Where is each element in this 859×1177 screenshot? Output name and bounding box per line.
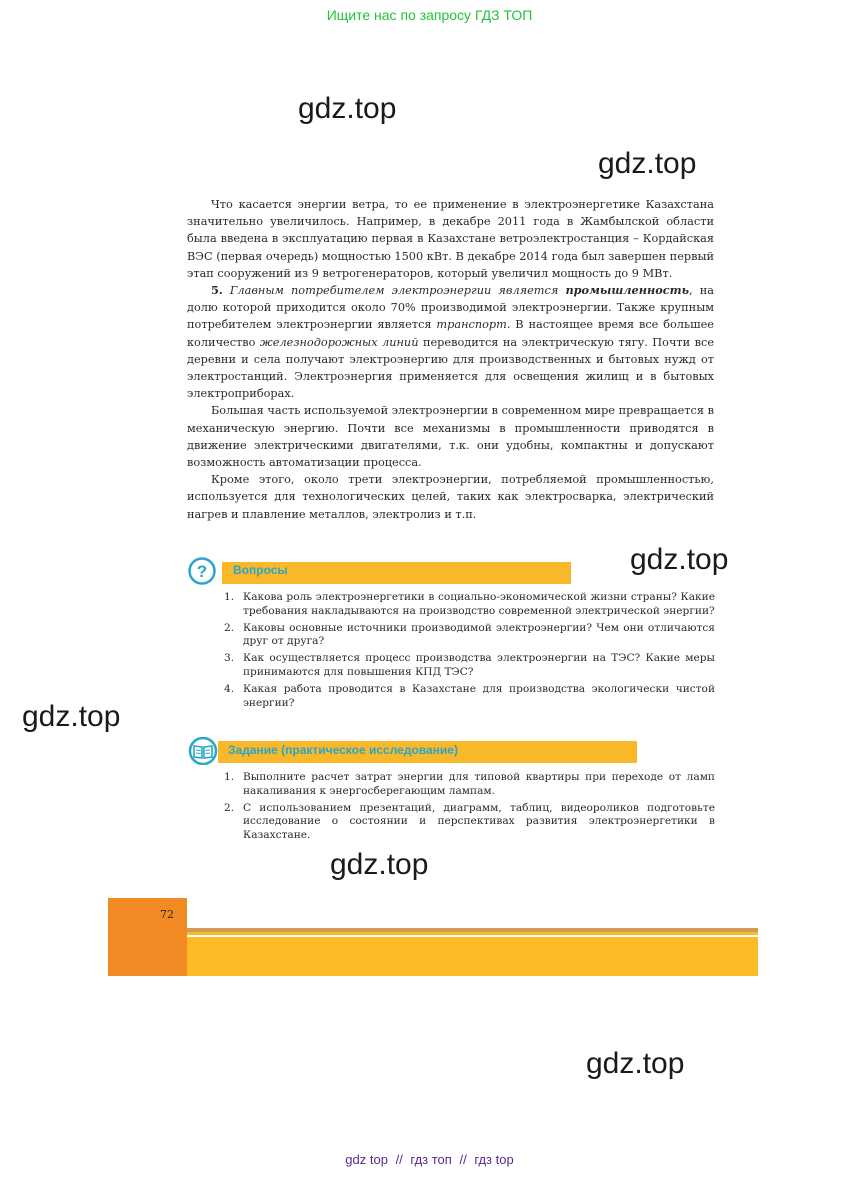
list-item: [224, 591, 715, 619]
item-number: 3.: [224, 652, 235, 665]
paragraph-wind-energy: Что касается энергии ветра, то ее применение в электроэнергетике Казахстана значительно увеличилось. Например, в декабре 2011 года в Жамбылской области была введена в эксплуатацию первая в Казахстане ветроэлектростанция – Кордайская ВЭС (первая очередь) мощностью 1500 кВт. В декабре 2014 года был завершен первый этап сооружений из 9 ветрогенераторов, который увеличил мощность до 9 МВт.: [187, 198, 714, 280]
task-title: Задание (практическое исследование): [228, 743, 458, 757]
item-number: 4.: [224, 682, 235, 695]
svg-text:?: ?: [196, 562, 208, 581]
questions-title: Вопросы: [233, 563, 288, 577]
list-item: [224, 771, 715, 799]
paragraph-mechanical: Большая часть используемой электроэнергии в современном мире превращается в механическую энергию. Почти все механизмы в промышленности приводятся в движение электрическими двигателями, т.к. они удобны, компактны и допускают возможность автоматизации процесса.: [187, 404, 714, 470]
bold-term: промышленность: [565, 283, 690, 298]
item-text: С использованием презентаций, диаграмм, таблиц, видеороликов подготовьте исследование о состоянии и перспективах развития электроэнергетики в Казахстане.: [243, 801, 715, 842]
paragraph-technological: Кроме этого, около трети электроэнергии, потребляемой промышленностью, используется для технологических целей, таких как электросварка, электрический нагрев и плавление металлов, электролиз и т.п.: [187, 473, 714, 521]
question-icon: [188, 557, 216, 585]
italic-phrase: Главным потребителем электроэнергии является: [229, 284, 559, 298]
book-icon: [188, 737, 218, 765]
link-gdz-top-mixed[interactable]: гдз top: [474, 1152, 514, 1167]
text-fragment: переводится на электрическую тягу. Почти все деревни и села получают электроэнергию для производственных и бытовых нужд от электростанций. Электроэнергия применяется для освещения жилищ и в бытовых электроприборах.: [187, 335, 715, 401]
link-gdz-top[interactable]: gdz top: [345, 1152, 388, 1167]
separator: //: [459, 1152, 467, 1167]
page-footer-block: [108, 898, 187, 976]
italic-term: железнодорожных линий: [259, 335, 419, 349]
paragraph-consumers: [187, 282, 714, 402]
body-text: [187, 196, 714, 523]
footer-stripe: [187, 935, 758, 937]
task-list: [224, 771, 715, 846]
list-item: [224, 652, 715, 680]
item-number: 2.: [224, 801, 235, 814]
list-item: [224, 622, 715, 650]
item-text: Какая работа проводится в Казахстане для производства экологически чистой энергии?: [243, 682, 715, 709]
italic-term: транспорт: [436, 318, 507, 332]
search-hint-link[interactable]: Ищите нас по запросу ГДЗ ТОП: [326, 7, 533, 23]
item-number: 1.: [224, 771, 235, 783]
watermark: gdz.top: [298, 92, 397, 125]
questions-list: [224, 591, 715, 713]
bottom-links: [0, 1152, 859, 1167]
item-text: Каковы основные источники производимой электроэнергии? Чем они отличаются друг от друга?: [243, 621, 715, 648]
item-text: Какова роль электроэнергетики в социально-экономической жизни страны? Какие требования накладываются на производство современной электрической энергии?: [243, 591, 715, 617]
link-gdz-top-ru[interactable]: гдз топ: [410, 1152, 452, 1167]
item-number: 1.: [224, 591, 235, 603]
footer-stripe: [187, 928, 758, 932]
item-number: 2.: [224, 621, 235, 634]
watermark: gdz.top: [598, 147, 697, 180]
text-fragment: , на долю которой приходится около 70% производимой электроэнергии. Также крупным потребителем электроэнергии является: [187, 284, 714, 332]
page-number: 72: [160, 908, 174, 921]
watermark: gdz.top: [586, 1047, 685, 1080]
list-item: [224, 802, 715, 843]
watermark: gdz.top: [630, 543, 729, 576]
watermark: gdz.top: [22, 700, 121, 733]
item-text: Выполните расчет затрат энергии для типовой квартиры при переходе от ламп накаливания к энергосберегающим лампам.: [243, 771, 715, 797]
separator: //: [395, 1152, 403, 1167]
watermark: gdz.top: [330, 848, 429, 881]
paragraph-number: 5.: [211, 283, 223, 298]
text-fragment: . В настоящее время все большее количество: [187, 318, 714, 349]
item-text: Как осуществляется процесс производства электроэнергии на ТЭС? Какие меры принимаются для повышения КПД ТЭС?: [243, 652, 715, 678]
list-item: [224, 683, 715, 711]
